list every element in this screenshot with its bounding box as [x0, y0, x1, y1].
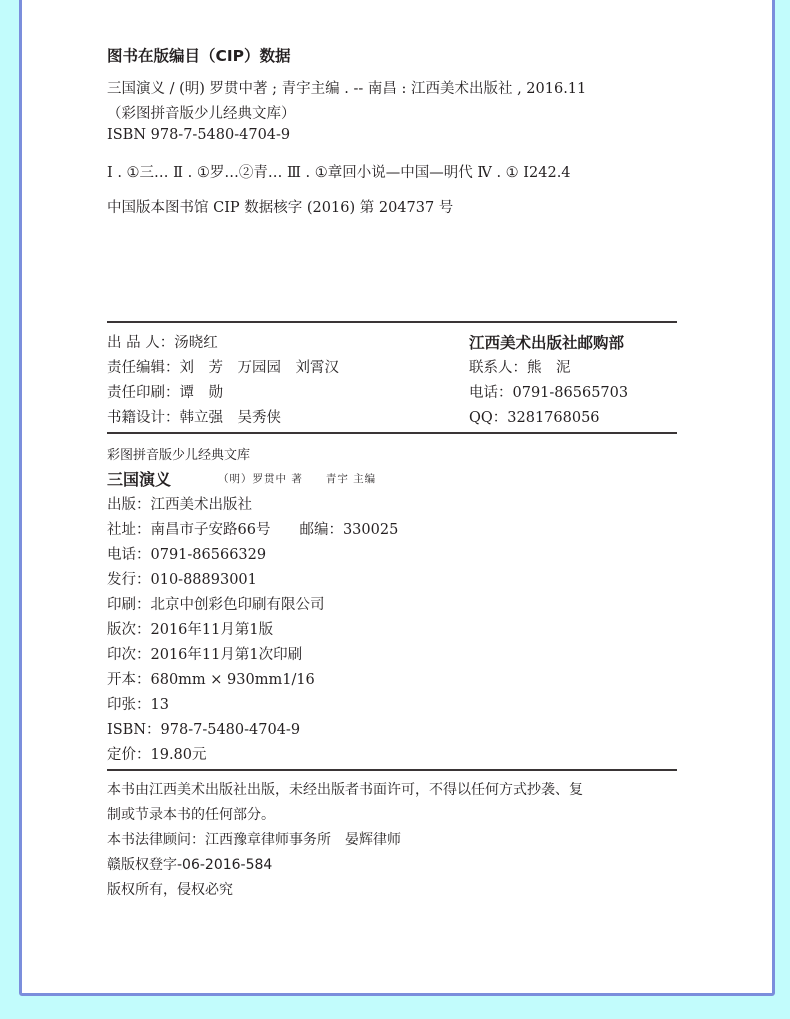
credit-label: 责任编辑：: [107, 360, 180, 376]
book-authors: （明）罗贯中 著 青宇 主编: [218, 473, 377, 485]
detail-address: [107, 518, 398, 539]
legal-line-2: 制或节录本书的任何部分。: [107, 807, 275, 823]
legal-counsel: 本书法律顾问：江西豫章律师事务所 晏辉律师: [107, 832, 401, 848]
contact-value: 3281768056: [507, 410, 600, 426]
detail-value: 2016年11月第1版: [150, 622, 274, 638]
cip-line-2: （彩图拼音版少儿经典文库）: [107, 106, 296, 122]
detail-value: 2016年11月第1次印刷: [150, 647, 303, 663]
credit-design: [107, 406, 281, 427]
credit-editor: [107, 356, 339, 377]
contact-value: 0791-86565703: [512, 385, 629, 401]
detail-value: 北京中创彩色印刷有限公司: [150, 597, 325, 613]
detail-value: 19.80元: [150, 747, 207, 763]
detail-label: 印张：: [107, 697, 151, 713]
detail-sheets: [107, 693, 169, 714]
detail-format: [107, 668, 315, 689]
detail-isbn: [107, 718, 300, 739]
detail-price: [107, 743, 207, 764]
credit-printing: [107, 381, 223, 402]
cip-heading: 图书在版编目（CIP）数据: [107, 47, 291, 65]
detail-publisher: [107, 493, 252, 514]
contact-value: 熊 泥: [527, 360, 571, 376]
book-title: 三国演义: [107, 470, 172, 489]
cip-classification: Ⅰ . ①三… Ⅱ . ①罗…②青… Ⅲ . ①章回小说—中国—明代 Ⅳ . ① I242.4: [107, 165, 571, 181]
detail-label: 印次：: [107, 647, 151, 663]
detail-value: 680mm × 930mm1/16: [150, 672, 315, 688]
detail-label: 版次：: [107, 622, 151, 638]
credit-label: 出 品 人：: [107, 335, 175, 351]
detail-value: 0791-86566329: [150, 547, 267, 563]
contact-label: 联系人：: [469, 360, 527, 376]
divider-top: [107, 321, 677, 323]
detail-impression: [107, 643, 302, 664]
legal-line-1: 本书由江西美术出版社出版，未经出版者书面许可，不得以任何方式抄袭、复: [107, 782, 583, 798]
detail-label: 开本：: [107, 672, 151, 688]
mail-order-qq: [469, 406, 600, 427]
credit-producer: [107, 331, 218, 352]
detail-value: 010-88893001: [150, 572, 257, 588]
detail-label: ISBN：: [107, 722, 161, 738]
series-name: 彩图拼音版少儿经典文库: [107, 448, 251, 463]
credit-label: 责任印刷：: [107, 385, 180, 401]
detail-label: 社址：: [107, 522, 151, 538]
cip-number: 中国版本图书馆 CIP 数据核字 (2016) 第 204737 号: [107, 200, 454, 216]
credit-value: 谭 勋: [179, 385, 223, 401]
contact-label: 电话：: [469, 385, 513, 401]
detail-label: 定价：: [107, 747, 151, 763]
detail-label: 发行：: [107, 572, 151, 588]
divider-middle: [107, 432, 677, 434]
cip-line-1: 三国演义 / (明) 罗贯中著 ; 青宇主编 . -- 南昌 : 江西美术出版社 , 2016.11: [107, 81, 587, 97]
credit-label: 书籍设计：: [107, 410, 180, 426]
detail-printer: [107, 593, 325, 614]
divider-bottom: [107, 769, 677, 771]
credit-value: 汤晓红: [174, 335, 218, 351]
detail-value: 江西美术出版社: [150, 497, 252, 513]
detail-label: 出版：: [107, 497, 151, 513]
credit-value: 韩立强 吴秀侠: [179, 410, 281, 426]
mail-order-title: 江西美术出版社邮购部: [469, 334, 625, 352]
detail-value: 13: [150, 697, 169, 713]
detail-distribution: [107, 568, 257, 589]
detail-value: 南昌市子安路66号 邮编：330025: [150, 522, 399, 538]
cip-isbn: ISBN 978-7-5480-4704-9: [107, 127, 291, 143]
rights-reserved: 版权所有，侵权必究: [107, 882, 233, 898]
credit-value: 刘 芳 万园园 刘霄汉: [179, 360, 339, 376]
detail-value: 978-7-5480-4704-9: [160, 722, 301, 738]
copyright-registration: 赣版权登字-06-2016-584: [107, 857, 273, 873]
detail-phone: [107, 543, 266, 564]
mail-order-phone: [469, 381, 628, 402]
mail-order-contact: [469, 356, 571, 377]
contact-label: QQ：: [469, 410, 508, 426]
detail-edition: [107, 618, 273, 639]
detail-label: 电话：: [107, 547, 151, 563]
detail-label: 印刷：: [107, 597, 151, 613]
